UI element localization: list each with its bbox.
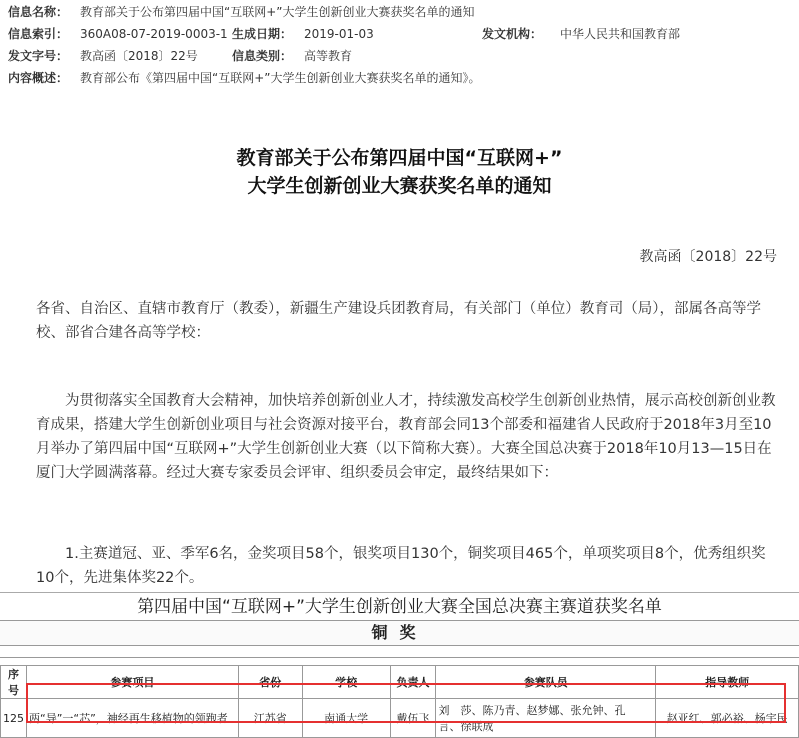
meta-row-index [8,26,680,42]
meta-name-label: 信息名称： [8,5,69,19]
meta-category-label: 信息类别： [232,49,293,63]
paragraph-1 [36,389,778,485]
paragraph-2-text: 1.主赛道冠、亚、季军6名，金奖项目58个，银奖项目130个，铜奖项目465个，单项奖项目8个，优秀组织奖10个，先进集体奖22个。 [36,546,766,586]
meta-docno-label: 发文字号： [8,49,69,63]
meta-date-label: 生成日期： [232,27,293,41]
meta-row-name [8,4,475,20]
header-members: 参赛队员 [436,666,656,699]
cell-project: 两“导”一“芯”，神经再生移植物的领跑者 [27,699,239,738]
salutation [36,297,778,345]
cell-province: 江苏省 [238,699,302,738]
meta-category-value: 高等教育 [304,49,353,63]
header-province: 省份 [238,666,302,699]
cell-leader: 戴伍飞 [390,699,436,738]
table-header-row [1,666,799,699]
award-level: 铜奖 [0,621,799,646]
doc-title-line2: 大学生创新创业大赛获奖名单的通知 [247,175,552,197]
cell-members: 刘 莎、陈乃青、赵梦娜、张允钟、孔 言、徐联成 [436,699,656,738]
meta-index-label: 信息索引： [8,27,69,41]
header-advisors: 指导教师 [656,666,799,699]
cell-school: 南通大学 [302,699,390,738]
meta-row-docno [8,48,352,64]
meta-name-value: 教育部关于公布第四届中国“互联网+”大学生创新创业大赛获奖名单的通知 [80,5,475,19]
cell-advisors: 赵亚红、郭必裕、杨宇民 [656,699,799,738]
doc-title-line1: 教育部关于公布第四届中国“互联网+” [236,147,563,169]
meta-summary-value: 教育部公布《第四届中国“互联网+”大学生创新创业大赛获奖名单的通知》。 [80,71,481,85]
header-leader: 负责人 [390,666,436,699]
header-school: 学校 [302,666,390,699]
meta-index-value: 360A08-07-2019-0003-1 [80,27,228,41]
header-no: 序号 [1,666,27,699]
table-title: 第四届中国“互联网+”大学生创新创业大赛全国总决赛主赛道获奖名单 [0,594,799,621]
header-project: 参赛项目 [27,666,239,699]
table-spacer [0,646,799,658]
doc-number: 教高函〔2018〕22号 [639,249,777,265]
meta-org-label: 发文机构： [482,27,543,41]
paragraph-2 [36,542,778,590]
award-table [0,665,799,738]
salutation-text: 各省、自治区、直辖市教育厅（教委），新疆生产建设兵团教育局，有关部门（单位）教育司（局），部属各高等学校、部省合建各高等学校： [36,301,761,341]
meta-date-value: 2019-01-03 [304,27,374,41]
meta-row-summary [8,70,481,86]
meta-org-value: 中华人民共和国教育部 [560,27,681,41]
table-row [1,699,799,738]
cell-no: 125 [1,699,27,738]
paragraph-1-text: 为贯彻落实全国教育大会精神，加快培养创新创业人才，持续激发高校学生创新创业热情，展示高校创新创业教育成果，搭建大学生创新创业项目与社会资源对接平台，教育部会同13个部委和福建省人民政府于2018年3月至10月举办了第四届中国“互联网+”大学生创新创业大赛（以下简称大赛）。大赛全国总决赛于2018年10月13—15日在厦门大学圆满落幕。经过大赛专家委员会评审、组织委员会审定，最终结果如下： [36,393,776,481]
meta-docno-value: 教高函〔2018〕22号 [80,49,198,63]
meta-summary-label: 内容概述： [8,71,69,85]
